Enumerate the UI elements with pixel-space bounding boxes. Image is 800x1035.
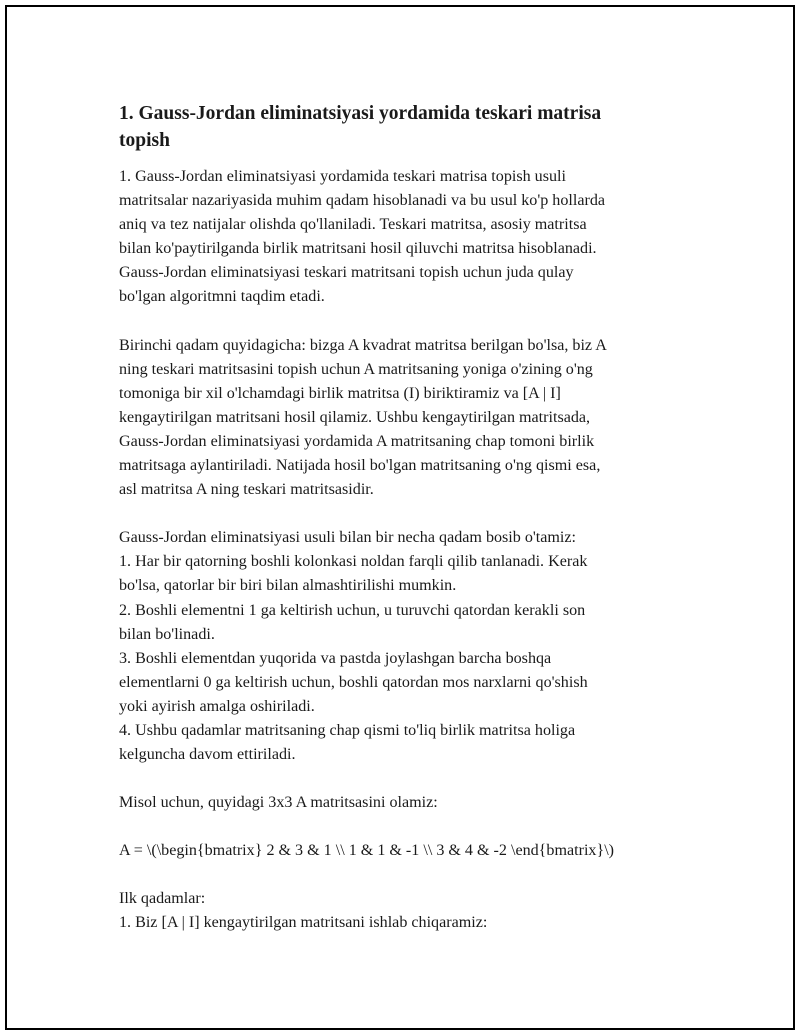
text-line: matritsalar nazariyasida muhim qadam hisoblanadi va bu usul ko'p hollarda [119, 192, 606, 210]
document-title [119, 100, 694, 154]
list-item: bilan bo'linadi. [119, 625, 215, 643]
text-line: Gauss-Jordan eliminatsiyasi usuli bilan bir necha qadam bosib o'tamiz: [119, 529, 577, 547]
list-item: 1. Biz [A | I] kengaytirilgan matritsani ishlab chiqaramiz: [119, 914, 488, 932]
list-item: elementlarni 0 ga keltirish uchun, boshli qatordan mos narxlarni qo'shish [119, 673, 588, 691]
text-line: tomoniga bir xil o'lchamdagi birlik matritsa (I) biriktiramiz va [A | I] [119, 384, 561, 402]
paragraph-first-step [119, 334, 694, 503]
matrix-formula [119, 839, 694, 863]
list-item: 2. Boshli elementni 1 ga keltirish uchun, u turuvchi qatordan kerakli son [119, 601, 586, 619]
page-frame [5, 5, 795, 1030]
list-item: 4. Ushbu qadamlar matritsaning chap qismi to'liq birlik matritsa holiga [119, 721, 576, 739]
list-item: bo'lsa, qatorlar bir biri bilan almashtirilishi mumkin. [119, 577, 457, 595]
list-item: yoki ayirish amalga oshiriladi. [119, 697, 315, 715]
text-line: 1. Gauss-Jordan eliminatsiyasi yordamida teskari matrisa topish usuli [119, 168, 566, 185]
text-line: aniq va tez natijalar olishda qo'llaniladi. Teskari matritsa, asosiy matritsa [119, 216, 587, 234]
text-line: kengaytirilgan matritsani hosil qilamiz. Ushbu kengaytirilgan matritsada, [119, 408, 591, 426]
text-line: matritsaga aylantiriladi. Natijada hosil bo'lgan matritsaning o'ng qismi esa, [119, 457, 601, 475]
document-content [119, 100, 694, 960]
list-item: 3. Boshli elementdan yuqorida va pastda joylashgan barcha boshqa [119, 649, 552, 667]
text-line: bo'lgan algoritmni taqdim etadi. [119, 288, 325, 306]
text-line: bilan ko'paytirilganda birlik matritsani hosil qiluvchi matritsa hisoblanadi. [119, 240, 597, 258]
text-line: Ilk qadamlar: [119, 890, 206, 908]
formula-line: A = \(\begin{bmatrix} 2 & 3 & 1 \\ 1 & 1 & -1 \\ 3 & 4 & -2 \end{bmatrix}\) [119, 842, 615, 860]
text-line: Gauss-Jordan eliminatsiyasi teskari matritsani topish uchun juda qulay [119, 264, 574, 282]
paragraph-intro [119, 165, 694, 310]
text-line: Birinchi qadam quyidagicha: bizga A kvadrat matritsa berilgan bo'lsa, biz A [119, 336, 607, 354]
title-line: topish [119, 130, 170, 151]
list-item: 1. Har bir qatorning boshli kolonkasi noldan farqli qilib tanlanadi. Kerak [119, 553, 588, 571]
title-line: 1. Gauss-Jordan eliminatsiyasi yordamida teskari matrisa [119, 103, 602, 124]
paragraph-first-steps [119, 887, 694, 935]
list-item: kelguncha davom ettiriladi. [119, 746, 296, 764]
paragraph-example-intro [119, 791, 694, 815]
text-line: Misol uchun, quyidagi 3x3 A matritsasini olamiz: [119, 794, 438, 812]
text-line: ning teskari matritsasini topish uchun A matritsaning yoniga o'zining o'ng [119, 360, 593, 378]
text-line: asl matritsa A ning teskari matritsasidir. [119, 481, 374, 499]
text-line: Gauss-Jordan eliminatsiyasi yordamida A matritsaning chap tomoni birlik [119, 432, 595, 450]
paragraph-steps-list [119, 526, 694, 767]
